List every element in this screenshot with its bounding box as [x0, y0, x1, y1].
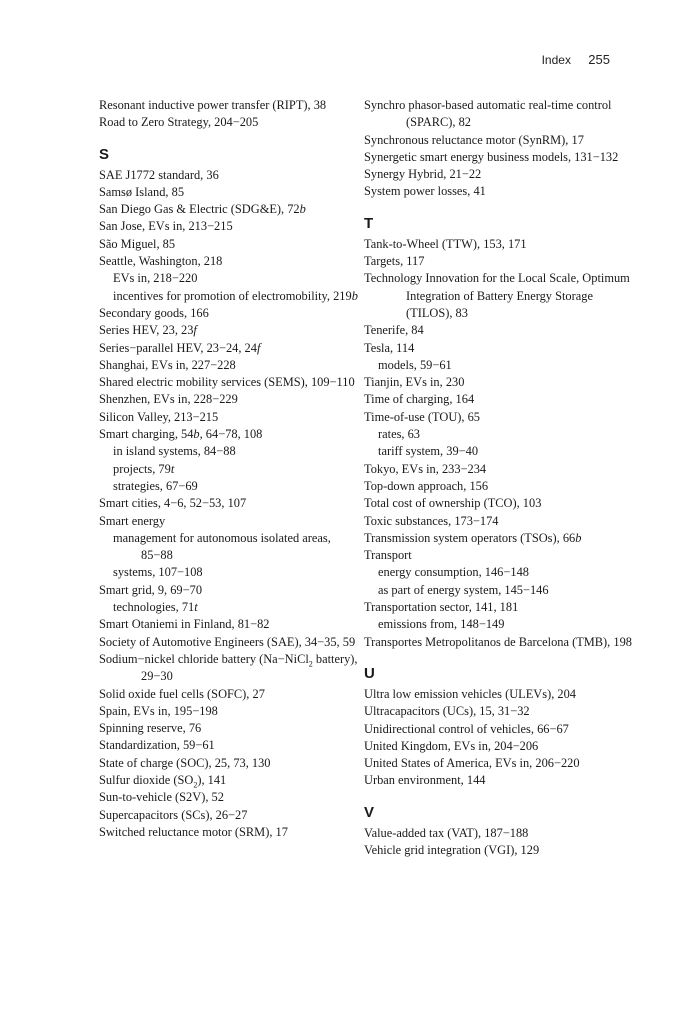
index-entry: Tokyo, EVs in, 233−234	[364, 461, 487, 476]
index-entry: San Diego Gas & Electric (SDG&E), 72b	[99, 202, 306, 217]
index-subentry: management for autonomous isolated areas, 85−88	[113, 530, 331, 563]
index-entry: Shenzhen, EVs in, 228−229	[99, 392, 238, 407]
index-entry: Sulfur dioxide $(SO_2)$, 141	[99, 772, 227, 790]
index-subentry: models, 59−61	[378, 357, 452, 372]
index-entry: Samsø Island, 85	[99, 184, 185, 199]
index-entry: Transmission system operators (TSOs), 66b	[364, 530, 582, 545]
index-entry: Time of charging, 164	[364, 392, 475, 407]
index-subentry: emissions from, 148−149	[378, 617, 505, 632]
index-entry: Society of Automotive Engineers (SAE), 34−35, 59	[99, 634, 356, 649]
index-entry: Supercapacitors (SCs), 26−27	[99, 807, 248, 822]
index-entry: Smart charging, 54b, 64−78, 108	[99, 427, 263, 442]
index-entry: Value-added tax (VAT), 187−188	[364, 825, 529, 840]
index-column-right	[364, 97, 634, 859]
index-subentry: systems, 107−108	[113, 565, 203, 580]
index-entry: Switched reluctance motor (SRM), 17	[99, 824, 288, 839]
index-entry: Solid oxide fuel cells (SOFC), 27	[99, 686, 265, 701]
index-entry: Synchro phasor-based automatic real-time control (SPARC), 82	[364, 98, 612, 130]
index-entry: Ultracapacitors (UCs), 15, 31−32	[364, 704, 530, 719]
index-entry: Total cost of ownership (TCO), 103	[364, 496, 542, 511]
index-entry: Tank-to-Wheel (TTW), 153, 171	[364, 236, 527, 251]
index-entry: Smart Otaniemi in Finland, 81−82	[99, 617, 270, 632]
index-entry: Resonant inductive power transfer (RIPT), 38	[99, 98, 327, 112]
index-subentry: energy consumption, 146−148	[378, 565, 529, 580]
index-entry: Secondary goods, 166	[99, 305, 209, 320]
index-entry: Spain, EVs in, 195−198	[99, 703, 218, 718]
page-number: 255	[588, 52, 610, 67]
index-section-letter: T	[364, 214, 374, 232]
index-entry: San Jose, EVs in, 213−215	[99, 219, 233, 234]
index-subentry: technologies, 71t	[113, 600, 198, 615]
index-entry: Sun-to-vehicle (S2V), 52	[99, 790, 224, 805]
index-entry: Targets, 117	[364, 254, 425, 269]
index-subentry: EVs in, 218−220	[113, 271, 198, 286]
index-entry: Road to Zero Strategy, 204−205	[99, 115, 259, 130]
section-label: Index	[541, 53, 571, 67]
index-entry: Synchronous reluctance motor (SynRM), 17	[364, 132, 584, 147]
index-entry: System power losses, 41	[364, 184, 486, 199]
index-entry: Synergetic smart energy business models, 131−132	[364, 149, 619, 164]
index-subentry: projects, 79t	[113, 461, 175, 476]
index-entry: Sodium−nickel chloride battery (Na−NiCl$_2$ battery), 29−30	[99, 651, 358, 684]
index-entry: Smart cities, 4−6, 52−53, 107	[99, 496, 247, 511]
index-entry: Series−parallel HEV, 23−24, 24f	[99, 340, 261, 355]
index-entry: United States of America, EVs in, 206−220	[364, 756, 580, 771]
index-subentry: rates, 63	[378, 427, 420, 442]
index-entry: Transportation sector, 141, 181	[364, 600, 519, 615]
index-entry: São Miguel, 85	[99, 236, 176, 251]
index-entry: Smart energy	[99, 513, 166, 528]
index-entry: Synergy Hybrid, 21−22	[364, 167, 482, 182]
index-entry: SAE J1772 standard, 36	[99, 167, 219, 182]
index-entry: Tenerife, 84	[364, 323, 424, 338]
index-subentry: in island systems, 84−88	[113, 444, 236, 459]
index-entry: Tesla, 114	[364, 340, 415, 355]
index-entry: Series HEV, 23, 23f	[99, 323, 197, 338]
index-subentry: tariff system, 39−40	[378, 444, 479, 459]
index-entry: Smart grid, 9, 69−70	[99, 582, 203, 597]
index-entry: Ultra low emission vehicles (ULEVs), 204	[364, 686, 576, 701]
index-subentry: incentives for promotion of electromobility, 219b	[113, 288, 358, 303]
index-entry: Vehicle grid integration (VGI), 129	[364, 842, 540, 857]
index-entry: Toxic substances, 173−174	[364, 513, 499, 528]
index-entry: Tianjin, EVs in, 230	[364, 375, 465, 390]
index-section-letter: U	[364, 664, 375, 682]
index-entry: United Kingdom, EVs in, 204−206	[364, 738, 539, 753]
index-entry: Silicon Valley, 213−215	[99, 409, 219, 424]
index-entry: State of charge (SOC), 25, 73, 130	[99, 755, 271, 770]
page-header	[542, 52, 610, 67]
index-section-letter: S	[99, 145, 110, 163]
index-entry: Shared electric mobility services (SEMS), 109−110	[99, 375, 355, 390]
index-entry: Transportes Metropolitanos de Barcelona (TMB), 198	[364, 634, 632, 649]
index-entry: Urban environment, 144	[364, 773, 486, 788]
index-section-letter: V	[364, 803, 375, 821]
index-entry: Unidirectional control of vehicles, 66−67	[364, 721, 569, 736]
index-entry: Top-down approach, 156	[364, 478, 489, 493]
index-subentry: strategies, 67−69	[113, 478, 198, 493]
index-entry: Seattle, Washington, 218	[99, 254, 223, 269]
index-entry: Transport	[364, 548, 412, 563]
index-entry: Standardization, 59−61	[99, 738, 215, 753]
index-entry: Shanghai, EVs in, 227−228	[99, 357, 236, 372]
index-entry: Spinning reserve, 76	[99, 721, 202, 736]
index-entry: Technology Innovation for the Local Scale, Optimum Integration of Battery Energy Storage (TILOS), 83	[364, 271, 630, 320]
index-column-left	[99, 97, 361, 841]
index-entry: Time-of-use (TOU), 65	[364, 409, 480, 424]
index-subentry: as part of energy system, 145−146	[378, 582, 549, 597]
